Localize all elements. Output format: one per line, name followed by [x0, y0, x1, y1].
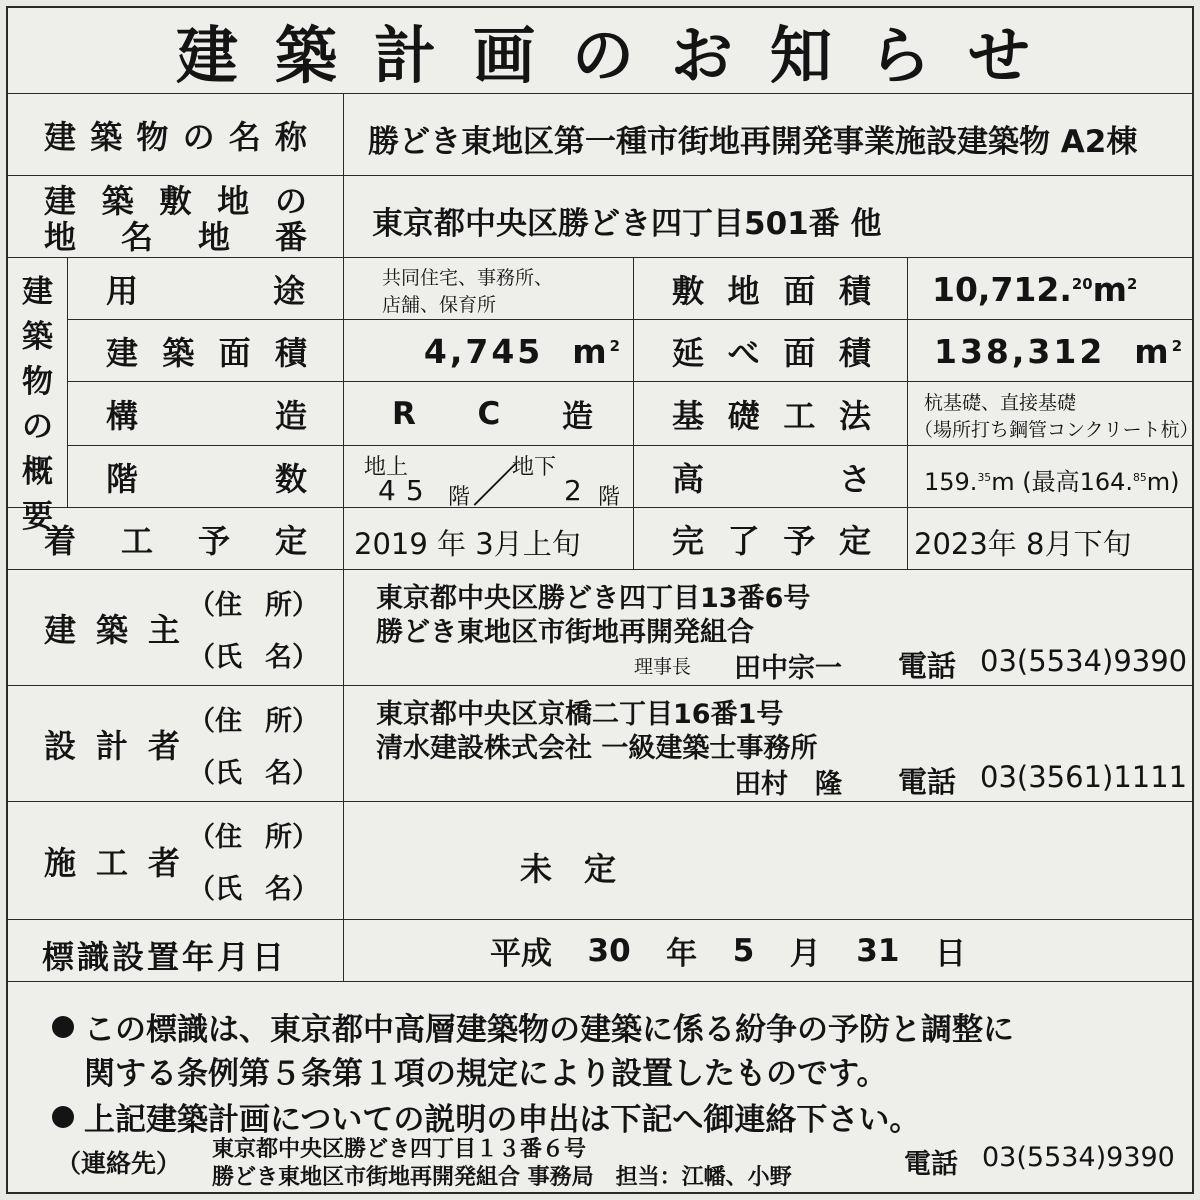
label-char: 建: [22, 274, 53, 310]
use-value-cell: [344, 258, 634, 320]
posted-value: [490, 920, 966, 981]
floors-below-value: 2: [564, 474, 582, 507]
label-char: 地: [44, 218, 77, 256]
label-char: 平成: [490, 936, 552, 972]
label-char: 定: [274, 521, 307, 560]
label-char: 築: [95, 610, 128, 649]
designer-tel: 03(3561)1111: [980, 760, 1188, 794]
label-char: 築: [22, 319, 53, 355]
bullet-icon: [52, 1016, 74, 1038]
designer-org: 清水建設株式会社 一級建築士事務所: [376, 733, 818, 764]
label-char: 建: [44, 610, 77, 649]
foundation-label: [672, 382, 871, 445]
structure-value: [392, 382, 593, 445]
title-char: せ: [967, 18, 1032, 92]
notice-board: [6, 6, 1199, 1194]
total-floor-area-value: 138,312 $m^2$: [934, 332, 1186, 371]
posted-value-cell: [344, 920, 1192, 982]
label-char: 概: [22, 454, 53, 490]
label-char: （住: [188, 705, 242, 737]
label-char: 所）: [265, 589, 319, 621]
title-char: の: [571, 18, 636, 92]
label-char: 敷: [159, 182, 192, 220]
label-char: C: [477, 395, 501, 432]
label-char: 礎: [727, 396, 760, 435]
label-char: 地: [197, 218, 230, 256]
note-line2: 関する条例第５条第１項の規定により設置したものです。: [84, 1056, 888, 1092]
label-char: 面: [783, 333, 816, 372]
total-floor-area-label-cell: [634, 320, 908, 382]
total-floor-area-value-cell: [908, 320, 1192, 382]
owner-label: [44, 570, 180, 685]
owner-address: 東京都中央区勝どき四丁目13番6号: [376, 583, 811, 614]
designer-label-cell: [8, 686, 344, 802]
overview-label: [8, 266, 67, 535]
label-char: の: [182, 117, 215, 156]
label-char: 地: [217, 182, 250, 220]
floors-slash: ／: [472, 459, 518, 513]
label-char: 途: [272, 271, 305, 310]
label-char: 面: [783, 271, 816, 310]
use-label: [106, 258, 305, 319]
label-char: 月: [789, 936, 821, 972]
title-char: ら: [868, 18, 933, 92]
contact-address: 東京都中央区勝どき四丁目１３番６号: [212, 1137, 587, 1162]
start-value: 2019 年 3月上旬: [354, 527, 581, 561]
label-char: 番: [274, 218, 307, 256]
label-char: 築: [90, 117, 123, 156]
label-char: 計: [95, 726, 128, 765]
label-char: 延: [672, 333, 705, 372]
label-char: 積: [838, 271, 871, 310]
label-char: べ: [727, 333, 760, 372]
site-value-cell: [344, 176, 1192, 258]
label-char: 者: [147, 843, 180, 882]
owner-name-label: [188, 632, 319, 676]
notes-section: [8, 982, 1192, 1194]
foundation-value-line1: 杭基礎、直接基礎: [924, 392, 1077, 414]
bullet-icon: [52, 1106, 74, 1128]
label-char: 物: [136, 117, 169, 156]
label-char: 積: [274, 333, 307, 372]
owner-value-cell: [344, 570, 1192, 686]
label-char: 予: [783, 521, 816, 560]
site-label-cell: [8, 176, 344, 258]
label-char: 所）: [265, 821, 319, 853]
label-char: 名）: [265, 757, 319, 789]
label-char: 30: [587, 932, 631, 969]
label-char: 施: [44, 843, 77, 882]
site-area-value-cell: [908, 258, 1192, 320]
designer-label: [44, 686, 180, 801]
title-char: 建: [176, 18, 241, 92]
site-area-label: [672, 258, 871, 319]
title-row: [8, 8, 1192, 94]
label-char: 了: [727, 521, 760, 560]
start-label: [44, 508, 307, 569]
label-char: 建: [44, 182, 77, 220]
label-char: R: [392, 395, 416, 432]
floors-below-unit: 階: [598, 485, 621, 510]
overview-label-cell: [8, 258, 68, 535]
contact-label: （連絡先）: [56, 1149, 182, 1178]
owner-org: 勝どき東地区市街地再開発組合: [376, 617, 754, 648]
label-char: 名: [120, 218, 153, 256]
owner-tel: 03(5534)9390: [980, 644, 1188, 678]
label-char: 築: [162, 333, 195, 372]
name-value-cell: [344, 94, 1192, 176]
label-char: （氏: [188, 641, 242, 673]
name-label: [44, 94, 307, 175]
label-char: 称: [274, 117, 307, 156]
label-char: 高: [672, 459, 705, 498]
posted-label: 標識設置年月日: [42, 938, 288, 976]
label-char: 物: [22, 364, 53, 400]
building-area-label-cell: [68, 320, 344, 382]
floors-below-label: 地下: [512, 455, 557, 480]
structure-label-cell: [68, 382, 344, 446]
building-name: 勝どき東地区第一種市街地再開発事業施設建築物 A2棟: [368, 124, 1138, 160]
start-label-cell: [8, 508, 344, 570]
owner-label-cell: [8, 570, 344, 686]
label-char: 工: [120, 521, 153, 560]
height-label: [672, 446, 871, 507]
contractor-value-cell: [344, 802, 1192, 920]
label-char: （氏: [188, 873, 242, 905]
contractor-label: [44, 802, 180, 919]
label-char: 5: [732, 932, 755, 969]
start-value-cell: [344, 508, 634, 570]
height-value-cell: [908, 446, 1192, 508]
label-char: 31: [856, 932, 900, 969]
contractor-value: 未 定: [520, 850, 617, 888]
owner-rep-name: 田中宗一: [734, 653, 842, 684]
title-char: お: [670, 18, 735, 92]
label-char: 造: [561, 399, 593, 435]
label-char: さ: [838, 459, 871, 498]
site-area-value: $10,712.20m^2$: [932, 270, 1138, 309]
building-area-label: [106, 320, 307, 381]
height-label-cell: [634, 446, 908, 508]
label-char: 着: [44, 521, 77, 560]
note-line3: 上記建築計画についての説明の申出は下記へ御連絡下さい。: [84, 1102, 921, 1138]
label-char: 建: [106, 333, 139, 372]
designer-value-cell: [344, 686, 1192, 802]
page-title: [176, 12, 1032, 92]
label-char: 所）: [265, 705, 319, 737]
building-area-value: 4,745 $m^2$: [423, 332, 623, 371]
building-area-value-cell: [344, 320, 634, 382]
designer-address-label: [188, 696, 319, 740]
label-char: 日: [934, 936, 966, 972]
label-char: 設: [44, 726, 77, 765]
designer-rep-name: 田村 隆: [734, 769, 842, 800]
label-char: の: [22, 409, 53, 445]
end-value-cell: [908, 508, 1192, 570]
label-char: （住: [188, 589, 242, 621]
label-char: 完: [672, 521, 705, 560]
designer-name-label: [188, 748, 319, 792]
label-char: 要: [22, 499, 53, 535]
label-char: （住: [188, 821, 242, 853]
owner-tel-label: 電話: [898, 649, 957, 683]
use-value-line1: 共同住宅、事務所、: [382, 267, 554, 289]
label-char: 予: [197, 521, 230, 560]
label-char: 名: [228, 117, 261, 156]
owner-address-label: [188, 580, 319, 624]
label-char: 年: [666, 936, 698, 972]
foundation-value-line2: （場所打ち鋼管コンクリート杭）: [914, 419, 1199, 441]
label-char: 築: [101, 182, 134, 220]
end-label: [672, 508, 871, 569]
contact-tel: 03(5534)9390: [982, 1142, 1175, 1173]
end-label-cell: [634, 508, 908, 570]
floors-above-value: 45: [378, 474, 434, 507]
name-label-cell: [8, 94, 344, 176]
label-char: 地: [727, 271, 760, 310]
use-value-line2: 店舗、保育所: [382, 294, 497, 316]
site-address: 東京都中央区勝どき四丁目501番 他: [372, 206, 882, 242]
floors-above-unit: 階: [448, 485, 471, 510]
contact-tel-label: 電話: [904, 1149, 958, 1180]
note-line1: この標識は、東京都中高層建築物の建築に係る紛争の予防と調整に: [84, 1012, 1014, 1048]
contact-org: 勝どき東地区市街地再開発組合 事務局 担当：江幡、小野: [212, 1165, 792, 1190]
contractor-label-cell: [8, 802, 344, 920]
foundation-value-cell: [908, 382, 1199, 446]
contractor-address-label: [188, 812, 319, 856]
site-label-line2: [44, 216, 307, 254]
title-char: 築: [274, 18, 339, 92]
floors-above-label: 地上: [364, 455, 409, 480]
designer-address: 東京都中央区京橋二丁目16番1号: [376, 699, 784, 730]
structure-label: [106, 382, 307, 445]
floors-label: [106, 446, 307, 507]
foundation-label-cell: [634, 382, 908, 446]
label-char: 面: [218, 333, 251, 372]
label-char: 敷: [672, 271, 705, 310]
height-value: 159.35m (最高164.85m): [924, 468, 1180, 496]
label-char: （氏: [188, 757, 242, 789]
posted-label-cell: [8, 920, 344, 982]
use-label-cell: [68, 258, 344, 320]
label-char: 者: [147, 726, 180, 765]
label-char: 建: [44, 117, 77, 156]
contractor-name-label: [188, 864, 319, 908]
label-char: 積: [838, 333, 871, 372]
label-char: 名）: [265, 873, 319, 905]
label-char: 用: [106, 271, 139, 310]
label-char: 構: [106, 396, 139, 435]
label-char: 階: [106, 459, 139, 498]
label-char: 主: [147, 610, 180, 649]
label-char: 数: [274, 459, 307, 498]
total-floor-area-label: [672, 320, 871, 381]
label-char: の: [274, 182, 307, 220]
designer-tel-label: 電話: [898, 765, 957, 799]
title-char: 計: [373, 18, 438, 92]
title-char: 画: [472, 18, 537, 92]
label-char: 造: [274, 396, 307, 435]
floors-value-cell: [344, 446, 634, 513]
label-char: 工: [783, 396, 816, 435]
end-value: 2023年 8月下旬: [914, 527, 1132, 561]
title-char: 知: [769, 18, 834, 92]
site-area-label-cell: [634, 258, 908, 320]
label-char: 定: [838, 521, 871, 560]
label-char: 基: [672, 396, 705, 435]
structure-value-cell: [344, 382, 634, 446]
owner-rep-title: 理事長: [634, 656, 692, 678]
site-label-line1: [44, 180, 307, 218]
label-char: 法: [838, 396, 871, 435]
label-char: 工: [95, 843, 128, 882]
floors-label-cell: [68, 446, 344, 508]
label-char: 名）: [265, 641, 319, 673]
